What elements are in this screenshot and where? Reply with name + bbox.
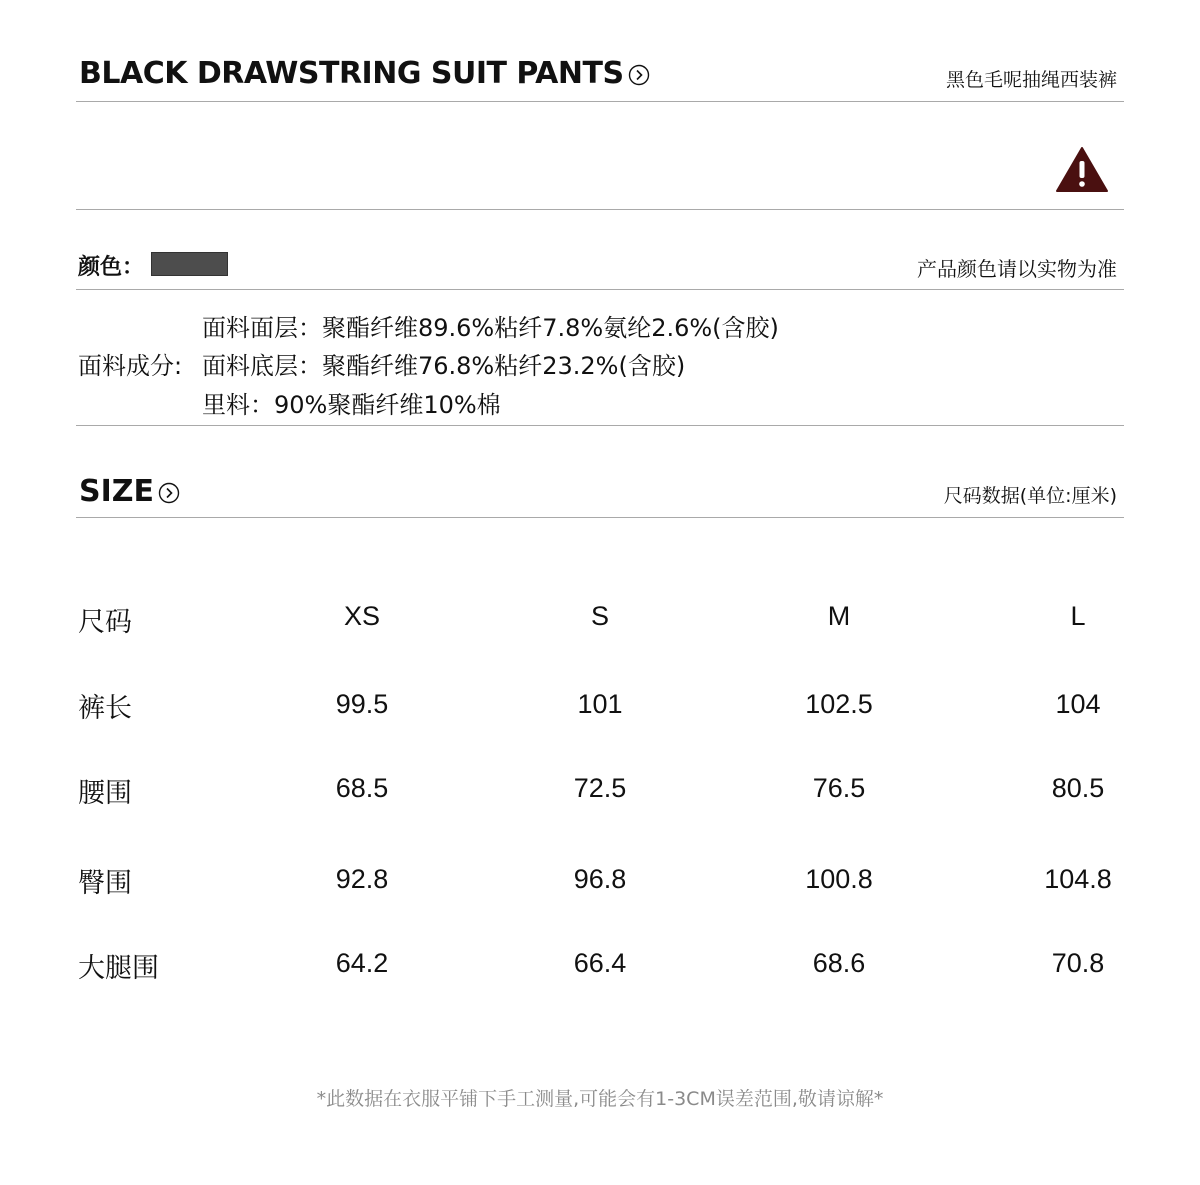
row-label-thigh: 大腿围: [78, 953, 159, 984]
chevron-right-circle-icon: [628, 64, 650, 86]
size-title-row: [79, 474, 180, 509]
table-cell: 102.5: [805, 689, 873, 719]
table-cell: 68.6: [812, 948, 866, 978]
chevron-right-circle-icon: [158, 482, 180, 504]
size-header-label: 尺码: [78, 607, 132, 638]
table-cell: 64.2: [335, 948, 389, 978]
color-note: 产品颜色请以实物为准: [917, 257, 1117, 281]
divider: [76, 517, 1124, 518]
product-title-row: [79, 56, 650, 91]
fabric-line-lining: 里料：90%聚酯纤维10%棉: [202, 391, 501, 419]
table-cell: 72.5: [573, 773, 627, 803]
table-cell: 104: [1055, 689, 1101, 719]
color-swatch: [151, 252, 228, 276]
row-label-length: 裤长: [78, 693, 132, 724]
fabric-label: 面料成分:: [78, 352, 183, 380]
fabric-line-outer: 面料面层：聚酯纤维89.6%粘纤7.8%氨纶2.6%(含胶): [202, 314, 779, 342]
product-title: BLACK DRAWSTRING SUIT PANTS: [79, 56, 624, 91]
table-cell: 100.8: [805, 864, 873, 894]
table-cell: 104.8: [1044, 864, 1112, 894]
size-header-s: S: [590, 601, 609, 631]
table-cell: 70.8: [1051, 948, 1105, 978]
warning-triangle-icon: [1055, 146, 1109, 198]
table-cell: 92.8: [335, 864, 389, 894]
table-cell: 76.5: [812, 773, 866, 803]
table-cell: 80.5: [1051, 773, 1105, 803]
divider: [76, 289, 1124, 290]
divider: [76, 101, 1124, 102]
fabric-line-base: 面料底层：聚酯纤维76.8%粘纤23.2%(含胶): [202, 352, 686, 380]
row-label-waist: 腰围: [78, 778, 132, 809]
divider: [76, 425, 1124, 426]
table-cell: 99.5: [335, 689, 389, 719]
row-label-hip: 臀围: [78, 868, 132, 899]
size-header-xs: XS: [343, 601, 381, 631]
color-label: 颜色：: [78, 255, 145, 280]
divider: [76, 209, 1124, 210]
size-title: SIZE: [79, 474, 155, 509]
table-cell: 101: [577, 689, 623, 719]
product-name-cn: 黑色毛呢抽绳西装裤: [945, 69, 1117, 91]
measurement-footnote: *此数据在衣服平铺下手工测量,可能会有1-3CM误差范围,敬请谅解*: [316, 1088, 884, 1110]
table-cell: 96.8: [573, 864, 627, 894]
size-unit-note: 尺码数据(单位:厘米): [943, 485, 1117, 507]
size-header-l: L: [1070, 601, 1086, 631]
table-cell: 66.4: [573, 948, 627, 978]
table-cell: 68.5: [335, 773, 389, 803]
size-header-m: M: [827, 601, 851, 631]
